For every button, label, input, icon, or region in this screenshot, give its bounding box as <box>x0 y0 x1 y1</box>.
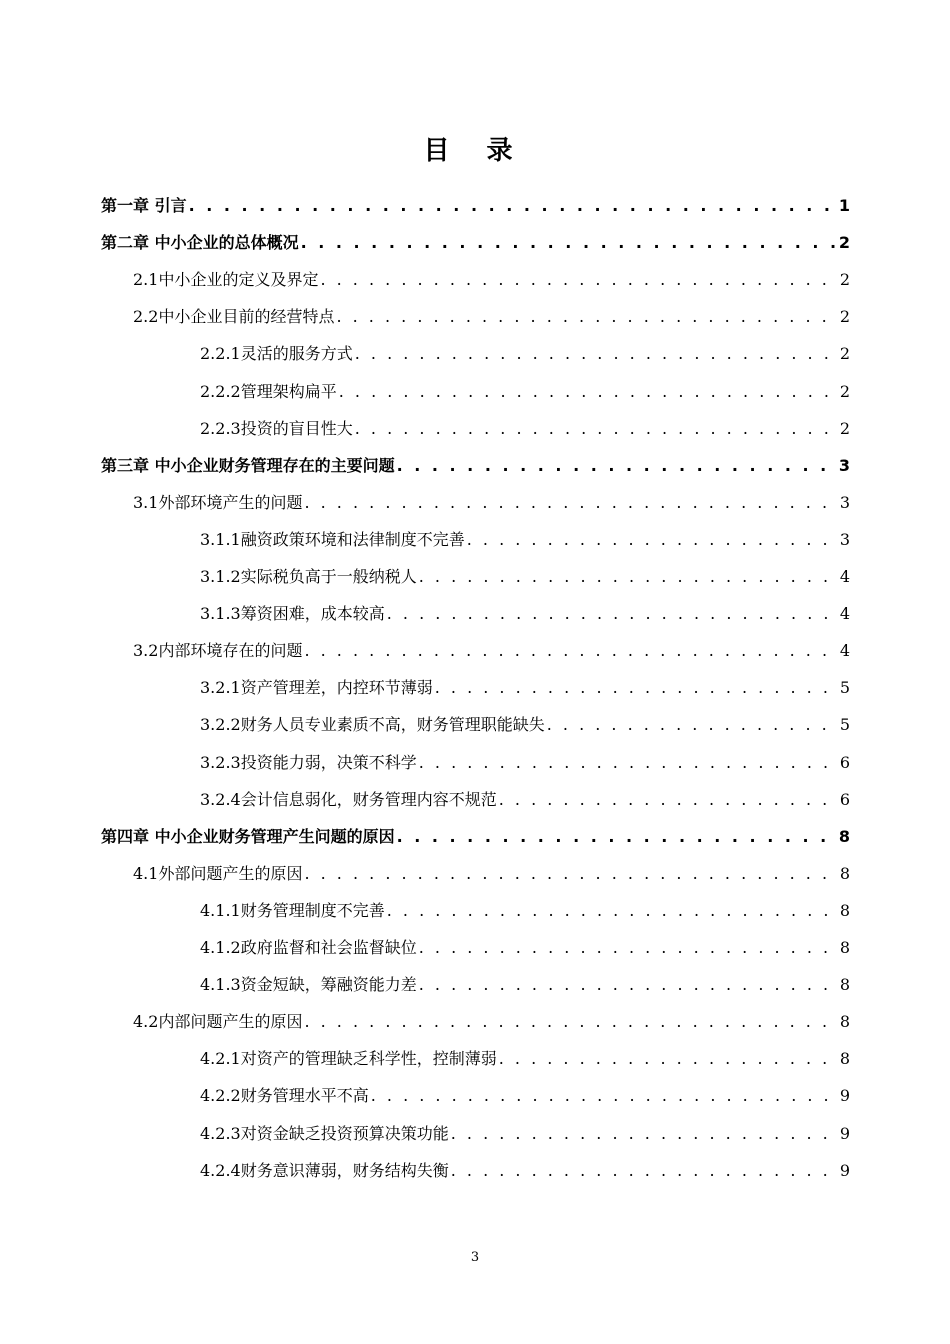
toc-entry-label: 3.1.2实际税负高于一般纳税人 <box>200 567 417 586</box>
toc-leader-dots <box>451 1124 838 1144</box>
toc-entry[interactable] <box>200 403 850 439</box>
toc-leader-dots <box>304 1012 837 1032</box>
toc-leader-dots <box>339 382 838 402</box>
toc-entry[interactable] <box>200 1033 850 1069</box>
toc-entry-label: 4.2.4财务意识薄弱，财务结构失衡 <box>200 1160 449 1180</box>
toc-leader-dots <box>304 493 837 513</box>
toc-entry[interactable] <box>101 180 850 216</box>
toc-entry-label: 第二章 中小企业的总体概况 <box>101 233 299 253</box>
toc-entry[interactable] <box>101 217 850 253</box>
toc-entry-label: 4.1.2政府监督和社会监督缺位 <box>200 938 417 957</box>
toc-entry-label: 3.2.3投资能力弱，决策不科学 <box>200 752 417 772</box>
toc-entry[interactable] <box>101 811 850 847</box>
toc-leader-dots <box>419 938 838 958</box>
toc-entry-page: 8 <box>839 900 850 920</box>
toc-leader-dots <box>397 456 837 476</box>
toc-entry[interactable] <box>101 440 850 476</box>
toc-title: 目 录 <box>423 136 527 166</box>
toc-entry-label: 4.2.2财务管理水平不高 <box>200 1086 369 1106</box>
toc-entry[interactable] <box>200 366 850 402</box>
toc-leader-dots <box>304 641 837 661</box>
toc-entry[interactable] <box>200 922 850 958</box>
toc-entry-page: 4 <box>839 567 850 586</box>
toc-entry-page: 8 <box>839 1049 850 1069</box>
toc-entry-page: 3 <box>838 455 850 475</box>
toc-entry-label: 3.1.3筹资困难，成本较高 <box>200 604 385 624</box>
toc-leader-dots <box>397 827 837 847</box>
toc-entry-label: 2.2.2管理架构扁平 <box>200 381 337 401</box>
toc-leader-dots <box>355 344 838 364</box>
toc-entry-page: 1 <box>838 196 850 215</box>
toc-entry[interactable] <box>200 1108 850 1144</box>
toc-leader-dots <box>371 1086 838 1106</box>
toc-entry-page: 2 <box>839 270 850 290</box>
toc-leader-dots <box>304 864 837 884</box>
toc-entry-page: 6 <box>839 752 850 772</box>
toc-entry-page: 3 <box>839 492 850 512</box>
toc-entry[interactable] <box>200 662 850 698</box>
toc-entry-page: 5 <box>839 715 850 735</box>
toc-leader-dots <box>387 901 838 921</box>
toc-leader-dots <box>499 790 838 810</box>
toc-leader-dots <box>320 270 837 290</box>
toc-leader-dots <box>467 530 838 550</box>
toc-entry[interactable] <box>133 291 850 327</box>
toc-entry-page: 8 <box>839 938 850 957</box>
toc-leader-dots <box>499 1049 838 1069</box>
toc-entry-page: 9 <box>839 1123 850 1143</box>
toc-entry[interactable] <box>200 328 850 364</box>
toc-entry-page: 3 <box>839 529 850 549</box>
toc-entry-label: 3.2.2财务人员专业素质不高，财务管理职能缺失 <box>200 715 545 735</box>
toc-leader-dots <box>301 233 837 253</box>
toc-entry-page: 2 <box>839 344 850 364</box>
toc-entry[interactable] <box>200 885 850 921</box>
toc-entry[interactable] <box>133 254 850 290</box>
toc-entry[interactable] <box>200 551 850 587</box>
toc-leader-dots <box>419 567 838 587</box>
toc-entry[interactable] <box>133 625 850 661</box>
toc-entry[interactable] <box>200 699 850 735</box>
toc-entry-page: 4 <box>839 604 850 624</box>
toc-entry[interactable] <box>200 1070 850 1106</box>
toc-entry-label: 4.2内部问题产生的原因 <box>133 1012 303 1032</box>
toc-entry-label: 第四章 中小企业财务管理产生问题的原因 <box>101 826 395 846</box>
toc-leader-dots <box>336 307 837 327</box>
toc-leader-dots <box>547 715 838 735</box>
toc-entry-label: 4.1.3资金短缺，筹融资能力差 <box>200 975 417 995</box>
toc-entry-page: 5 <box>839 678 850 698</box>
toc-entry-page: 2 <box>839 418 850 438</box>
toc-entry-label: 2.2中小企业目前的经营特点 <box>133 307 335 327</box>
toc-entry-page: 2 <box>838 233 850 253</box>
toc-entry[interactable] <box>200 774 850 810</box>
toc-leader-dots <box>387 604 838 624</box>
toc-entry-page: 8 <box>838 826 850 846</box>
toc-entry-page: 6 <box>839 789 850 809</box>
toc-leader-dots <box>419 753 838 773</box>
toc-leader-dots <box>451 1161 838 1181</box>
toc-leader-dots <box>355 419 838 439</box>
toc-entry-page: 8 <box>839 863 850 883</box>
toc-leader-dots <box>189 196 837 216</box>
toc-entry-label: 2.1中小企业的定义及界定 <box>133 270 319 290</box>
toc-leader-dots <box>419 975 838 995</box>
toc-entry-label: 第三章 中小企业财务管理存在的主要问题 <box>101 455 395 475</box>
toc-entry-label: 4.1.1财务管理制度不完善 <box>200 900 385 920</box>
toc-entry[interactable] <box>200 514 850 550</box>
toc-leader-dots <box>435 678 838 698</box>
toc-entry-page: 8 <box>839 975 850 995</box>
toc-entry-label: 第一章 引言 <box>101 196 187 215</box>
toc-entry-label: 3.1外部环境产生的问题 <box>133 492 303 512</box>
toc-entry-page: 2 <box>839 307 850 327</box>
toc-entry[interactable] <box>200 1145 850 1181</box>
toc-entry-label: 4.2.3对资金缺乏投资预算决策功能 <box>200 1123 449 1143</box>
toc-entry-label: 2.2.3投资的盲目性大 <box>200 418 353 438</box>
toc-entry-page: 9 <box>839 1160 850 1180</box>
toc-entry-page: 8 <box>839 1012 850 1032</box>
toc-entry-label: 3.1.1融资政策环境和法律制度不完善 <box>200 529 465 549</box>
toc-entry-page: 4 <box>839 641 850 661</box>
toc-entry[interactable] <box>133 848 850 884</box>
toc-entry-page: 2 <box>839 381 850 401</box>
toc-entry[interactable] <box>200 959 850 995</box>
toc-entry[interactable] <box>133 996 850 1032</box>
toc-entry-label: 4.2.1对资产的管理缺乏科学性，控制薄弱 <box>200 1049 497 1069</box>
toc-entry[interactable] <box>200 737 850 773</box>
toc-entry-label: 2.2.1灵活的服务方式 <box>200 344 353 364</box>
toc-entry-label: 4.1外部问题产生的原因 <box>133 863 303 883</box>
toc-entry-label: 3.2.4会计信息弱化，财务管理内容不规范 <box>200 789 497 809</box>
toc-entry[interactable] <box>200 588 850 624</box>
toc-entry[interactable] <box>133 477 850 513</box>
page-number: 3 <box>470 1250 480 1265</box>
toc-entry-page: 9 <box>839 1086 850 1106</box>
toc-entry-label: 3.2内部环境存在的问题 <box>133 641 303 661</box>
toc-entry-label: 3.2.1资产管理差，内控环节薄弱 <box>200 678 433 698</box>
